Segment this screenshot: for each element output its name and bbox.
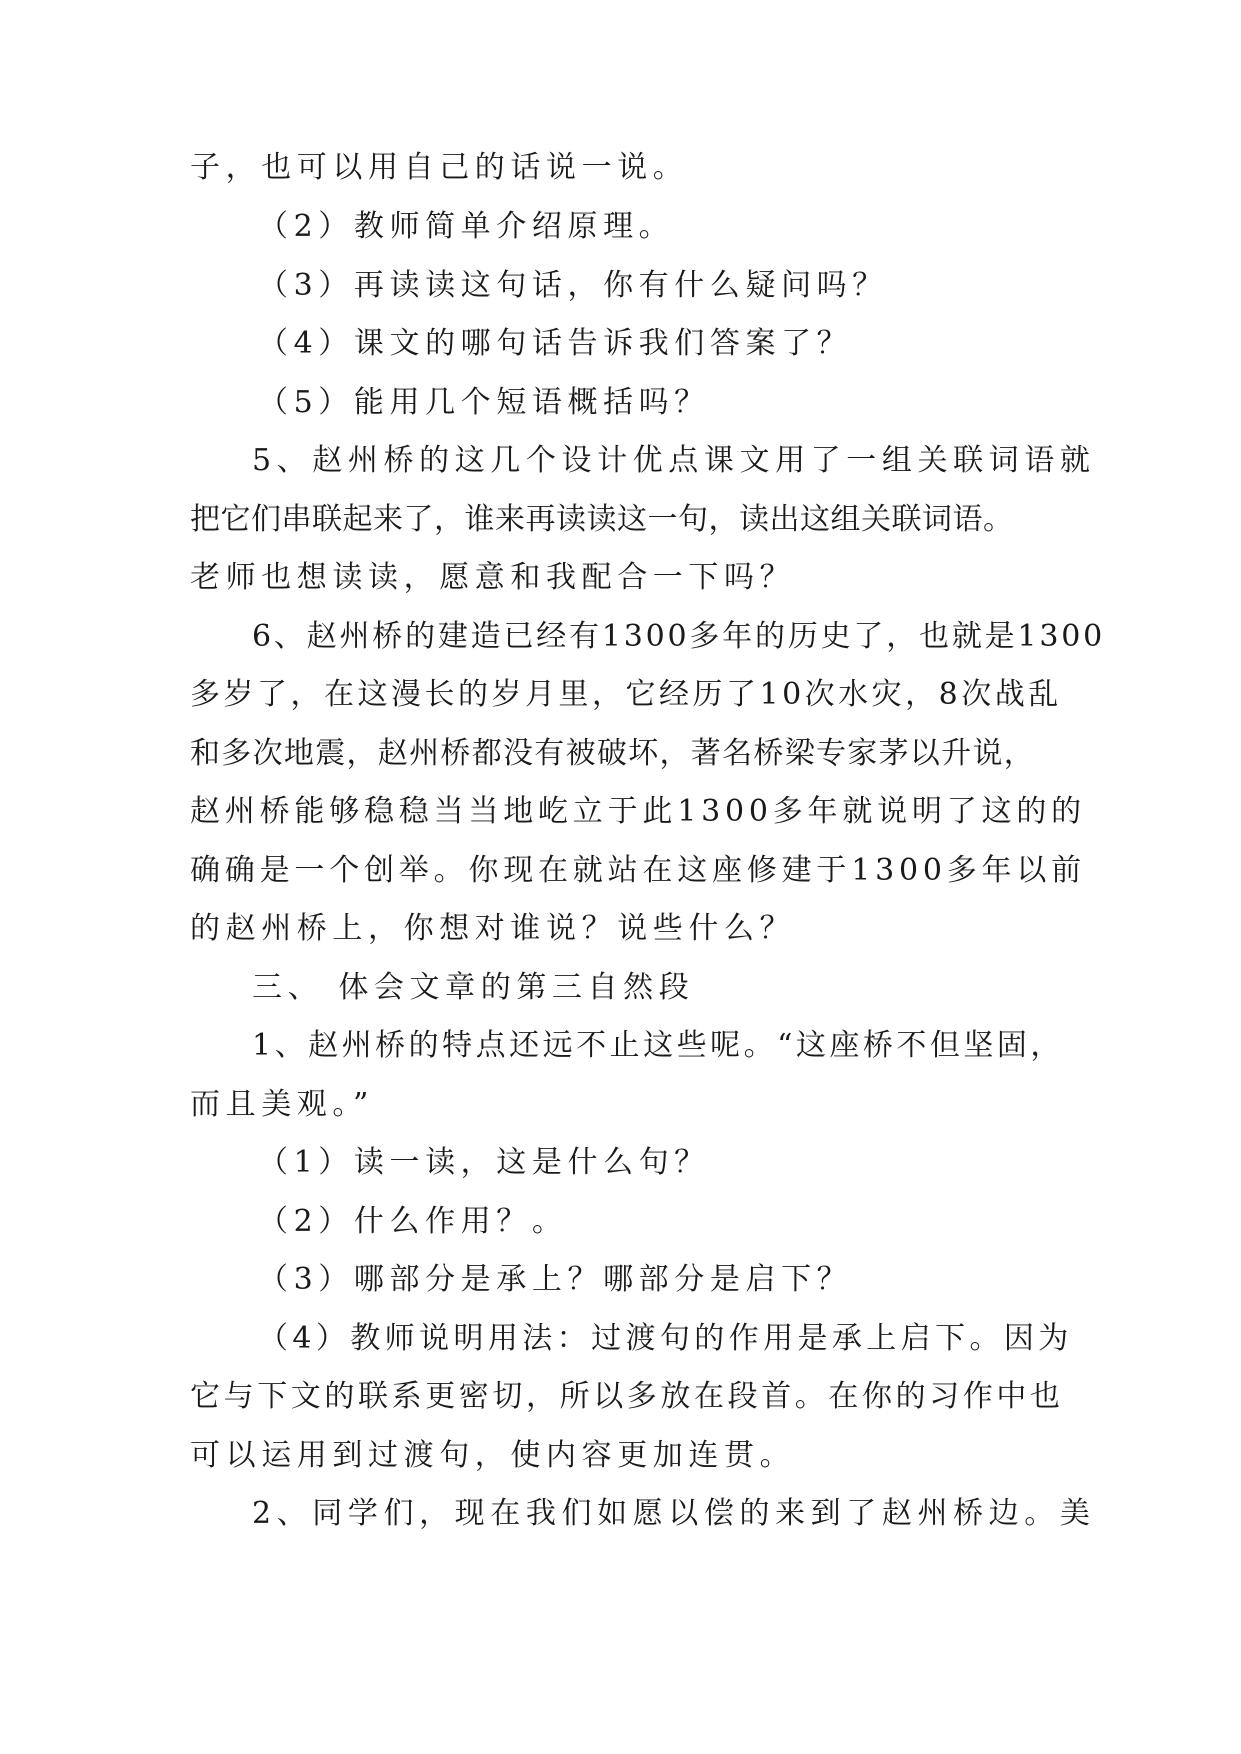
- text-line: 的赵州桥上，你想对谁说？说些什么？: [190, 911, 796, 946]
- text-line: （2）什么作用？。: [258, 1204, 568, 1239]
- text-line: 它与下文的联系更密切，所以多放在段首。在你的习作中也: [190, 1379, 1064, 1414]
- text-line: （5）能用几个短语概括吗？: [258, 385, 710, 420]
- text-line: 多岁了，在这漫长的岁月里，它经历了10次水灾，8次战乱: [190, 677, 1062, 712]
- text-line: （2）教师简单介绍原理。: [258, 209, 675, 244]
- text-line: 2、同学们，现在我们如愿以偿的来到了赵州桥边。美: [252, 1496, 1096, 1531]
- text-line: 和多次地震，赵州桥都没有被破坏，著名桥梁专家茅以升说，: [190, 736, 1036, 771]
- text-line: 6、赵州桥的建造已经有1300多年的历史了，也就是1300: [252, 619, 1105, 654]
- text-line: （4）教师说明用法：过渡句的作用是承上启下。因为: [258, 1321, 1073, 1356]
- text-line: （3）再读读这句话，你有什么疑问吗？: [258, 268, 888, 303]
- text-line: 5、赵州桥的这几个设计优点课文用了一组关联词语就: [252, 443, 1096, 478]
- text-line: 把它们串联起来了，谁来再读读这一句，读出这组关联词语。: [190, 502, 1014, 537]
- section-heading: 三、 体会文章的第三自然段: [252, 970, 695, 1005]
- text-line: （4）课文的哪句话告诉我们答案了？: [258, 326, 853, 361]
- text-line: 1、赵州桥的特点还远不止这些呢。“这座桥不但坚固，: [252, 1028, 1064, 1063]
- text-line: （1）读一读，这是什么句？: [258, 1145, 710, 1180]
- text-line: 而且美观。”: [190, 1087, 374, 1122]
- text-line: （3）哪部分是承上？哪部分是启下？: [258, 1262, 853, 1297]
- text-line: 确确是一个创举。你现在就站在这座修建于1300多年以前: [190, 853, 1086, 888]
- text-line: 子，也可以用自己的话说一说。: [190, 150, 689, 185]
- text-line: 赵州桥能够稳稳当当地屹立于此1300多年就说明了这的的: [190, 794, 1086, 829]
- text-line: 老师也想读读，愿意和我配合一下吗？: [190, 560, 796, 595]
- text-line: 可以运用到过渡句，使内容更加连贯。: [190, 1438, 796, 1473]
